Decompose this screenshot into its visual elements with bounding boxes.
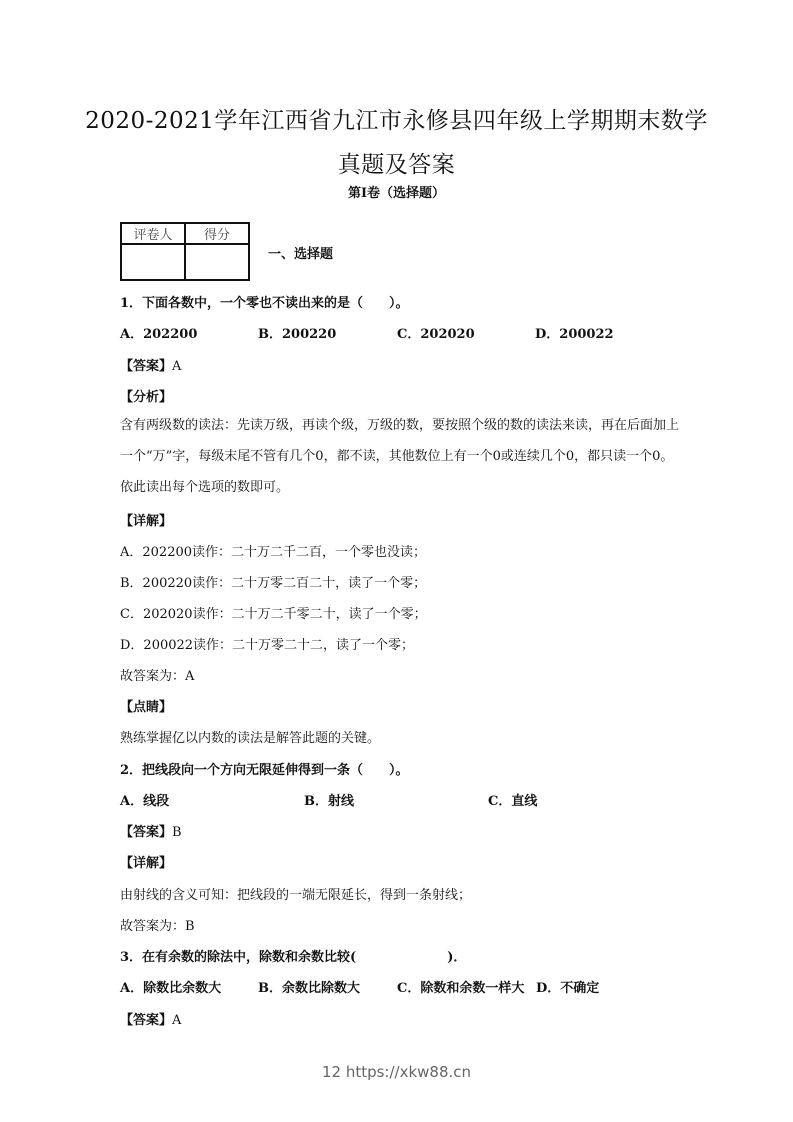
question-2-stem: 2．把线段向一个方向无限延伸得到一条（ ）。 xyxy=(120,763,409,778)
score-table-cell-score xyxy=(185,244,249,280)
option-d: D．200022 xyxy=(535,327,614,342)
score-table-cell-grader xyxy=(121,244,185,280)
score-table-header-grader: 评卷人 xyxy=(121,223,185,244)
option-a: A．除数比余数大 xyxy=(120,981,222,996)
option-b: B．射线 xyxy=(304,794,354,809)
option-a: A．202200 xyxy=(120,327,198,342)
question-1-detail-d: D．200022读作：二十万零二十二，读了一个零； xyxy=(120,638,415,653)
option-a: A．线段 xyxy=(120,794,170,809)
question-1-analysis: 含有两级数的读法：先读万级，再读个级，万级的数，要按照个级的数的读法来读，再在后面加上一个“万”字，每级末尾不管有几个0，都不读，其他数位上有一个0或连续几个0，都只读一个0。依此读出每个选项的数即可。 xyxy=(120,418,680,495)
option-c: C．直线 xyxy=(488,794,538,809)
question-2-detail: 由射线的含义可知：把线段的一端无限延长，得到一条射线； xyxy=(120,888,472,903)
question-2-conclusion: 故答案为：B xyxy=(120,919,195,934)
question-2-options xyxy=(120,790,680,808)
question-1-options xyxy=(120,323,680,341)
option-b: B．余数比除数大 xyxy=(258,981,360,996)
score-table-header-score: 得分 xyxy=(185,223,249,244)
question-1-detail-tag: 【详解】 xyxy=(120,514,173,529)
question-3-options xyxy=(120,977,680,995)
document-title-line1: 2020-2021学年江西省九江市永修县四年级上学期期末数学 xyxy=(85,108,708,134)
option-c: C．除数和余数一样大 xyxy=(397,981,525,996)
question-2-answer: 【答案】B xyxy=(120,825,182,840)
question-3-answer: 【答案】A xyxy=(120,1013,182,1028)
question-1-comment: 熟练掌握亿以内数的读法是解答此题的关键。 xyxy=(120,731,381,746)
page-footer: 12 https://xkw88.cn xyxy=(321,1063,472,1081)
section-title: 一、选择题 xyxy=(268,247,334,262)
question-1-detail-b: B．200220读作：二十万零二百二十，读了一个零； xyxy=(120,576,427,591)
question-1-detail-a: A．202200读作：二十万二千二百，一个零也没读； xyxy=(120,545,427,560)
question-1-detail-c: C．202020读作：二十万二千零二十，读了一个零； xyxy=(120,607,427,622)
question-1-comment-tag: 【点睛】 xyxy=(120,700,173,715)
question-1-stem: 1．下面各数中，一个零也不读出来的是（ ）。 xyxy=(120,296,409,311)
question-3-stem: 3．在有余数的除法中，除数和余数比较( )． xyxy=(120,950,467,965)
score-table xyxy=(120,222,250,281)
option-c: C．202020 xyxy=(397,327,475,342)
question-1-conclusion: 故答案为：A xyxy=(120,669,195,684)
option-d: D．不确定 xyxy=(536,981,600,996)
question-2-detail-tag: 【详解】 xyxy=(120,856,173,871)
question-1-analysis-tag: 【分析】 xyxy=(120,390,173,405)
option-b: B．200220 xyxy=(258,327,337,342)
document-title-line2: 真题及答案 xyxy=(337,152,456,178)
volume-subtitle: 第Ⅰ卷（选择题） xyxy=(347,186,446,201)
question-1-answer: 【答案】A xyxy=(120,359,182,374)
